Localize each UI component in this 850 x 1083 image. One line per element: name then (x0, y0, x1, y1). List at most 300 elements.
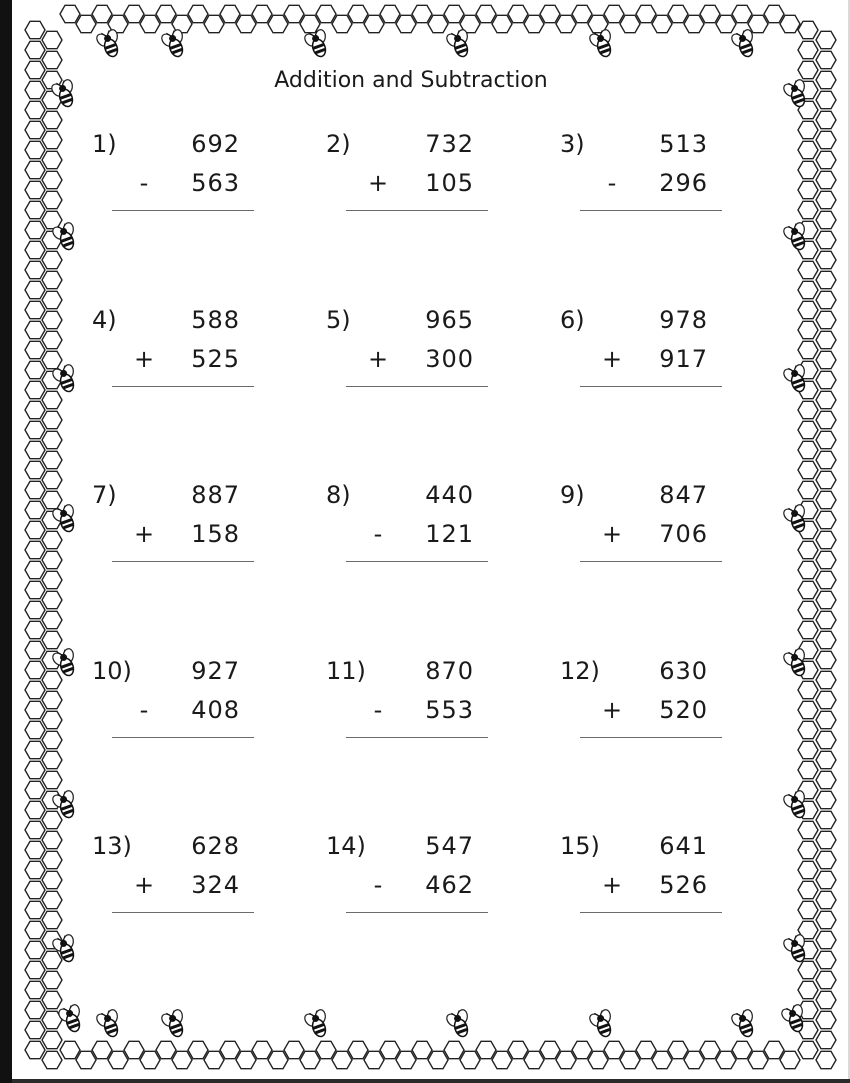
problem-10 (92, 657, 332, 777)
problem-number: 10) (92, 657, 132, 685)
honeycomb-cell (380, 1041, 400, 1058)
honeycomb-cell (816, 691, 836, 708)
bottom-operand: 158 (191, 520, 240, 548)
problem-8 (326, 481, 566, 601)
honeycomb-cell (816, 511, 836, 528)
honeycomb-cell (798, 881, 818, 898)
honeycomb-cell (816, 51, 836, 68)
honeycomb-cell (42, 951, 62, 968)
honeycomb-cell (25, 341, 45, 358)
operator-sign: + (134, 345, 155, 373)
bee-icon (158, 1006, 191, 1040)
honeycomb-cell (284, 5, 304, 22)
honeycomb-cell (25, 361, 45, 378)
honeycomb-cell (25, 941, 45, 958)
honeycomb-cell (25, 41, 45, 58)
honeycomb-cell (620, 1051, 640, 1068)
honeycomb-cell (798, 961, 818, 978)
honeycomb-cell (816, 131, 836, 148)
honeycomb-cell (700, 5, 720, 22)
top-operand: 847 (659, 481, 708, 509)
honeycomb-cell (92, 5, 112, 22)
honeycomb-cell (798, 821, 818, 838)
problem-2 (326, 130, 566, 250)
honeycomb-cell (716, 15, 736, 32)
honeycomb-cell (816, 1031, 836, 1048)
bottom-operand: 520 (659, 696, 708, 724)
honeycomb-cell (636, 1041, 656, 1058)
honeycomb-cell (124, 5, 144, 22)
honeycomb-cell (816, 931, 836, 948)
honeycomb-cell (460, 1051, 480, 1068)
honeycomb-cell (816, 771, 836, 788)
worksheet-title: Addition and Subtraction (274, 68, 548, 93)
honeycomb-cell (25, 581, 45, 598)
honeycomb-cell (798, 181, 818, 198)
honeycomb-cell (42, 831, 62, 848)
bottom-operand: 300 (425, 345, 474, 373)
honeycomb-cell (108, 1051, 128, 1068)
honeycomb-cell (348, 5, 368, 22)
honeycomb-cell (25, 401, 45, 418)
operator-sign: + (134, 871, 155, 899)
honeycomb-cell (42, 711, 62, 728)
honeycomb-cell (816, 251, 836, 268)
honeycomb-cell (798, 441, 818, 458)
problem-number: 15) (560, 832, 600, 860)
honeycomb-cell (42, 271, 62, 288)
honeycomb-cell (25, 801, 45, 818)
honeycomb-cell (42, 171, 62, 188)
honeycomb-cell (236, 1051, 256, 1068)
honeycomb-cell (816, 951, 836, 968)
honeycomb-cell (816, 671, 836, 688)
honeycomb-cell (816, 491, 836, 508)
honeycomb-cell (444, 1041, 464, 1058)
honeycomb-cell (816, 1011, 836, 1028)
honeycomb-cell (816, 571, 836, 588)
honeycomb-cell (652, 1051, 672, 1068)
honeycomb-cell (316, 1041, 336, 1058)
honeycomb-cell (42, 411, 62, 428)
honeycomb-cell (25, 821, 45, 838)
honeycomb-cell (204, 1051, 224, 1068)
bottom-operand: 553 (425, 696, 474, 724)
problem-11 (326, 657, 566, 777)
honeycomb-cell (816, 211, 836, 228)
honeycomb-cell (42, 751, 62, 768)
honeycomb-cell (300, 15, 320, 32)
honeycomb-cell (798, 761, 818, 778)
honeycomb-cell (732, 5, 752, 22)
honeycomb-cell (42, 211, 62, 228)
honeycomb-cell (25, 101, 45, 118)
honeycomb-cell (798, 21, 818, 38)
answer-line (112, 912, 254, 913)
honeycomb-cell (268, 15, 288, 32)
problem-number: 1) (92, 130, 117, 158)
honeycomb-cell (25, 961, 45, 978)
honeycomb-cell (25, 521, 45, 538)
honeycomb-cell (25, 661, 45, 678)
problem-number: 3) (560, 130, 585, 158)
honeycomb-cell (798, 861, 818, 878)
honeycomb-cell (668, 1041, 688, 1058)
honeycomb-cell (508, 1041, 528, 1058)
operator-sign: + (602, 696, 623, 724)
honeycomb-cell (25, 261, 45, 278)
honeycomb-cell (798, 841, 818, 858)
honeycomb-cell (492, 1051, 512, 1068)
honeycomb-cell (25, 501, 45, 518)
honeycomb-cell (412, 5, 432, 22)
honeycomb-cell (268, 1051, 288, 1068)
honeycomb-cell (668, 5, 688, 22)
honeycomb-cell (816, 551, 836, 568)
honeycomb-cell (348, 1041, 368, 1058)
top-operand: 870 (425, 657, 474, 685)
honeycomb-cell (816, 271, 836, 288)
honeycomb-cell (172, 1051, 192, 1068)
honeycomb-cell (25, 721, 45, 738)
top-operand: 732 (425, 130, 474, 158)
honeycomb-cell (684, 1051, 704, 1068)
honeycomb-cell (364, 15, 384, 32)
honeycomb-cell (25, 1041, 45, 1058)
honeycomb-cell (25, 921, 45, 938)
honeycomb-cell (42, 351, 62, 368)
honeycomb-cell (25, 121, 45, 138)
honeycomb-cell (25, 481, 45, 498)
honeycomb-cell (556, 15, 576, 32)
honeycomb-cell (60, 5, 80, 22)
honeycomb-cell (124, 1041, 144, 1058)
honeycomb-cell (798, 461, 818, 478)
honeycomb-cell (42, 991, 62, 1008)
honeycomb-cell (540, 5, 560, 22)
honeycomb-cell (42, 191, 62, 208)
answer-line (346, 386, 488, 387)
honeycomb-cell (748, 15, 768, 32)
honeycomb-cell (428, 15, 448, 32)
honeycomb-cell (716, 1051, 736, 1068)
honeycomb-cell (816, 651, 836, 668)
problem-1 (92, 130, 332, 250)
answer-line (346, 737, 488, 738)
answer-line (580, 912, 722, 913)
honeycomb-cell (25, 321, 45, 338)
answer-line (112, 386, 254, 387)
honeycomb-cell (412, 1041, 432, 1058)
answer-line (112, 210, 254, 211)
honeycomb-cell (42, 771, 62, 788)
honeycomb-cell (396, 15, 416, 32)
honeycomb-cell (25, 141, 45, 158)
top-operand: 887 (191, 481, 240, 509)
problem-number: 13) (92, 832, 132, 860)
honeycomb-cell (798, 321, 818, 338)
honeycomb-cell (816, 291, 836, 308)
honeycomb-cell (652, 15, 672, 32)
honeycomb-cell (42, 971, 62, 988)
honeycomb-cell (816, 431, 836, 448)
honeycomb-cell (798, 981, 818, 998)
honeycomb-cell (798, 301, 818, 318)
answer-line (346, 912, 488, 913)
bottom-operand: 706 (659, 520, 708, 548)
honeycomb-cell (76, 1051, 96, 1068)
problem-12 (560, 657, 800, 777)
honeycomb-cell (572, 5, 592, 22)
top-operand: 588 (191, 306, 240, 334)
honeycomb-cell (798, 421, 818, 438)
honeycomb-cell (42, 51, 62, 68)
honeycomb-cell (42, 671, 62, 688)
honeycomb-cell (25, 841, 45, 858)
honeycomb-cell (25, 901, 45, 918)
answer-line (580, 737, 722, 738)
top-operand: 440 (425, 481, 474, 509)
bottom-operand: 121 (425, 520, 474, 548)
honeycomb-cell (42, 631, 62, 648)
honeycomb-cell (798, 541, 818, 558)
honeycomb-cell (816, 791, 836, 808)
honeycomb-cell (25, 281, 45, 298)
honeycomb-cell (42, 391, 62, 408)
honeycomb-cell (140, 15, 160, 32)
honeycomb-cell (816, 1051, 836, 1068)
honeycomb-cell (604, 1041, 624, 1058)
problem-4 (92, 306, 332, 426)
honeycomb-cell (540, 1041, 560, 1058)
top-operand: 513 (659, 130, 708, 158)
honeycomb-cell (816, 171, 836, 188)
bottom-operand: 563 (191, 169, 240, 197)
honeycomb-cell (524, 1051, 544, 1068)
honeycomb-cell (42, 611, 62, 628)
honeycomb-cell (816, 351, 836, 368)
honeycomb-cell (748, 1051, 768, 1068)
honeycomb-cell (816, 531, 836, 548)
honeycomb-cell (816, 811, 836, 828)
honeycomb-cell (92, 1041, 112, 1058)
honeycomb-cell (364, 1051, 384, 1068)
honeycomb-cell (316, 5, 336, 22)
honeycomb-cell (25, 641, 45, 658)
honeycomb-cell (732, 1041, 752, 1058)
honeycomb-cell (816, 731, 836, 748)
honeycomb-cell (25, 1001, 45, 1018)
honeycomb-cell (556, 1051, 576, 1068)
honeycomb-cell (25, 181, 45, 198)
honeycomb-cell (156, 5, 176, 22)
honeycomb-cell (25, 241, 45, 258)
answer-line (112, 561, 254, 562)
honeycomb-cell (25, 421, 45, 438)
honeycomb-cell (816, 831, 836, 848)
honeycomb-cell (42, 451, 62, 468)
honeycomb-cell (816, 231, 836, 248)
honeycomb-cell (780, 15, 800, 32)
problem-number: 5) (326, 306, 351, 334)
honeycomb-cell (816, 31, 836, 48)
honeycomb-cell (798, 681, 818, 698)
problem-5 (326, 306, 566, 426)
honeycomb-cell (816, 971, 836, 988)
honeycomb-cell (25, 861, 45, 878)
honeycomb-cell (764, 5, 784, 22)
honeycomb-cell (25, 541, 45, 558)
honeycomb-cell (42, 531, 62, 548)
honeycomb-cell (798, 701, 818, 718)
problem-number: 6) (560, 306, 585, 334)
operator-sign: + (602, 520, 623, 548)
honeycomb-cell (284, 1041, 304, 1058)
honeycomb-cell (816, 891, 836, 908)
top-operand: 547 (425, 832, 474, 860)
honeycomb-cell (798, 261, 818, 278)
operator-sign: - (373, 696, 383, 724)
honeycomb-cell (798, 141, 818, 158)
honeycomb-cell (332, 1051, 352, 1068)
honeycomb-cell (25, 221, 45, 238)
honeycomb-cell (332, 15, 352, 32)
operator-sign: + (134, 520, 155, 548)
honeycomb-cell (25, 301, 45, 318)
honeycomb-cell (572, 1041, 592, 1058)
top-operand: 965 (425, 306, 474, 334)
honeycomb-cell (798, 161, 818, 178)
honeycomb-cell (798, 601, 818, 618)
bee-icon (93, 1006, 126, 1040)
honeycomb-cell (524, 15, 544, 32)
honeycomb-cell (42, 571, 62, 588)
honeycomb-cell (204, 15, 224, 32)
honeycomb-cell (798, 561, 818, 578)
honeycomb-cell (42, 731, 62, 748)
operator-sign: - (373, 871, 383, 899)
honeycomb-cell (816, 471, 836, 488)
honeycomb-cell (25, 781, 45, 798)
honeycomb-cell (42, 251, 62, 268)
problem-number: 8) (326, 481, 351, 509)
honeycomb-cell (816, 611, 836, 628)
honeycomb-cell (42, 591, 62, 608)
honeycomb-cell (42, 471, 62, 488)
honeycomb-cell (476, 5, 496, 22)
top-operand: 692 (191, 130, 240, 158)
honeycomb-cell (620, 15, 640, 32)
answer-line (346, 561, 488, 562)
bottom-operand: 324 (191, 871, 240, 899)
answer-line (580, 210, 722, 211)
honeycomb-cell (816, 371, 836, 388)
honeycomb-cell (42, 1031, 62, 1048)
honeycomb-cell (476, 1041, 496, 1058)
problem-number: 14) (326, 832, 366, 860)
honeycomb-cell (25, 701, 45, 718)
honeycomb-cell (25, 381, 45, 398)
honeycomb-cell (25, 161, 45, 178)
honeycomb-cell (42, 491, 62, 508)
honeycomb-cell (684, 15, 704, 32)
bottom-operand: 525 (191, 345, 240, 373)
honeycomb-cell (42, 691, 62, 708)
honeycomb-cell (636, 5, 656, 22)
operator-sign: + (602, 345, 623, 373)
honeycomb-cell (396, 1051, 416, 1068)
answer-line (580, 561, 722, 562)
honeycomb-cell (380, 5, 400, 22)
honeycomb-cell (798, 401, 818, 418)
top-operand: 630 (659, 657, 708, 685)
honeycomb-cell (42, 431, 62, 448)
answer-line (580, 386, 722, 387)
bottom-operand: 526 (659, 871, 708, 899)
honeycomb-cell (25, 761, 45, 778)
honeycomb-cell (492, 15, 512, 32)
honeycomb-cell (42, 331, 62, 348)
problem-3 (560, 130, 800, 250)
honeycomb-cell (252, 5, 272, 22)
honeycomb-cell (798, 481, 818, 498)
honeycomb-cell (816, 111, 836, 128)
honeycomb-cell (42, 291, 62, 308)
honeycomb-cell (42, 871, 62, 888)
top-operand: 978 (659, 306, 708, 334)
honeycomb-cell (816, 331, 836, 348)
bottom-operand: 105 (425, 169, 474, 197)
operator-sign: + (602, 871, 623, 899)
problem-number: 4) (92, 306, 117, 334)
honeycomb-cell (816, 911, 836, 928)
top-operand: 927 (191, 657, 240, 685)
honeycomb-cell (25, 601, 45, 618)
operator-sign: - (373, 520, 383, 548)
honeycomb-cell (188, 5, 208, 22)
top-operand: 641 (659, 832, 708, 860)
bee-icon (301, 1006, 334, 1040)
problem-14 (326, 832, 566, 952)
honeycomb-cell (816, 151, 836, 168)
honeycomb-cell (220, 5, 240, 22)
honeycomb-cell (25, 621, 45, 638)
honeycomb-cell (25, 441, 45, 458)
honeycomb-cell (798, 41, 818, 58)
problem-7 (92, 481, 332, 601)
honeycomb-cell (42, 891, 62, 908)
honeycomb-cell (300, 1051, 320, 1068)
honeycomb-cell (798, 741, 818, 758)
problem-9 (560, 481, 800, 601)
honeycomb-cell (25, 681, 45, 698)
problem-6 (560, 306, 800, 426)
honeycomb-cell (42, 111, 62, 128)
honeycomb-cell (25, 881, 45, 898)
honeycomb-cell (25, 981, 45, 998)
honeycomb-cell (220, 1041, 240, 1058)
honeycomb-cell (816, 591, 836, 608)
problem-13 (92, 832, 332, 952)
bee-icon (586, 1006, 619, 1040)
problem-number: 11) (326, 657, 366, 685)
honeycomb-cell (25, 741, 45, 758)
honeycomb-cell (42, 131, 62, 148)
honeycomb-cell (816, 631, 836, 648)
honeycomb-cell (816, 711, 836, 728)
problem-number: 2) (326, 130, 351, 158)
honeycomb-cell (508, 5, 528, 22)
